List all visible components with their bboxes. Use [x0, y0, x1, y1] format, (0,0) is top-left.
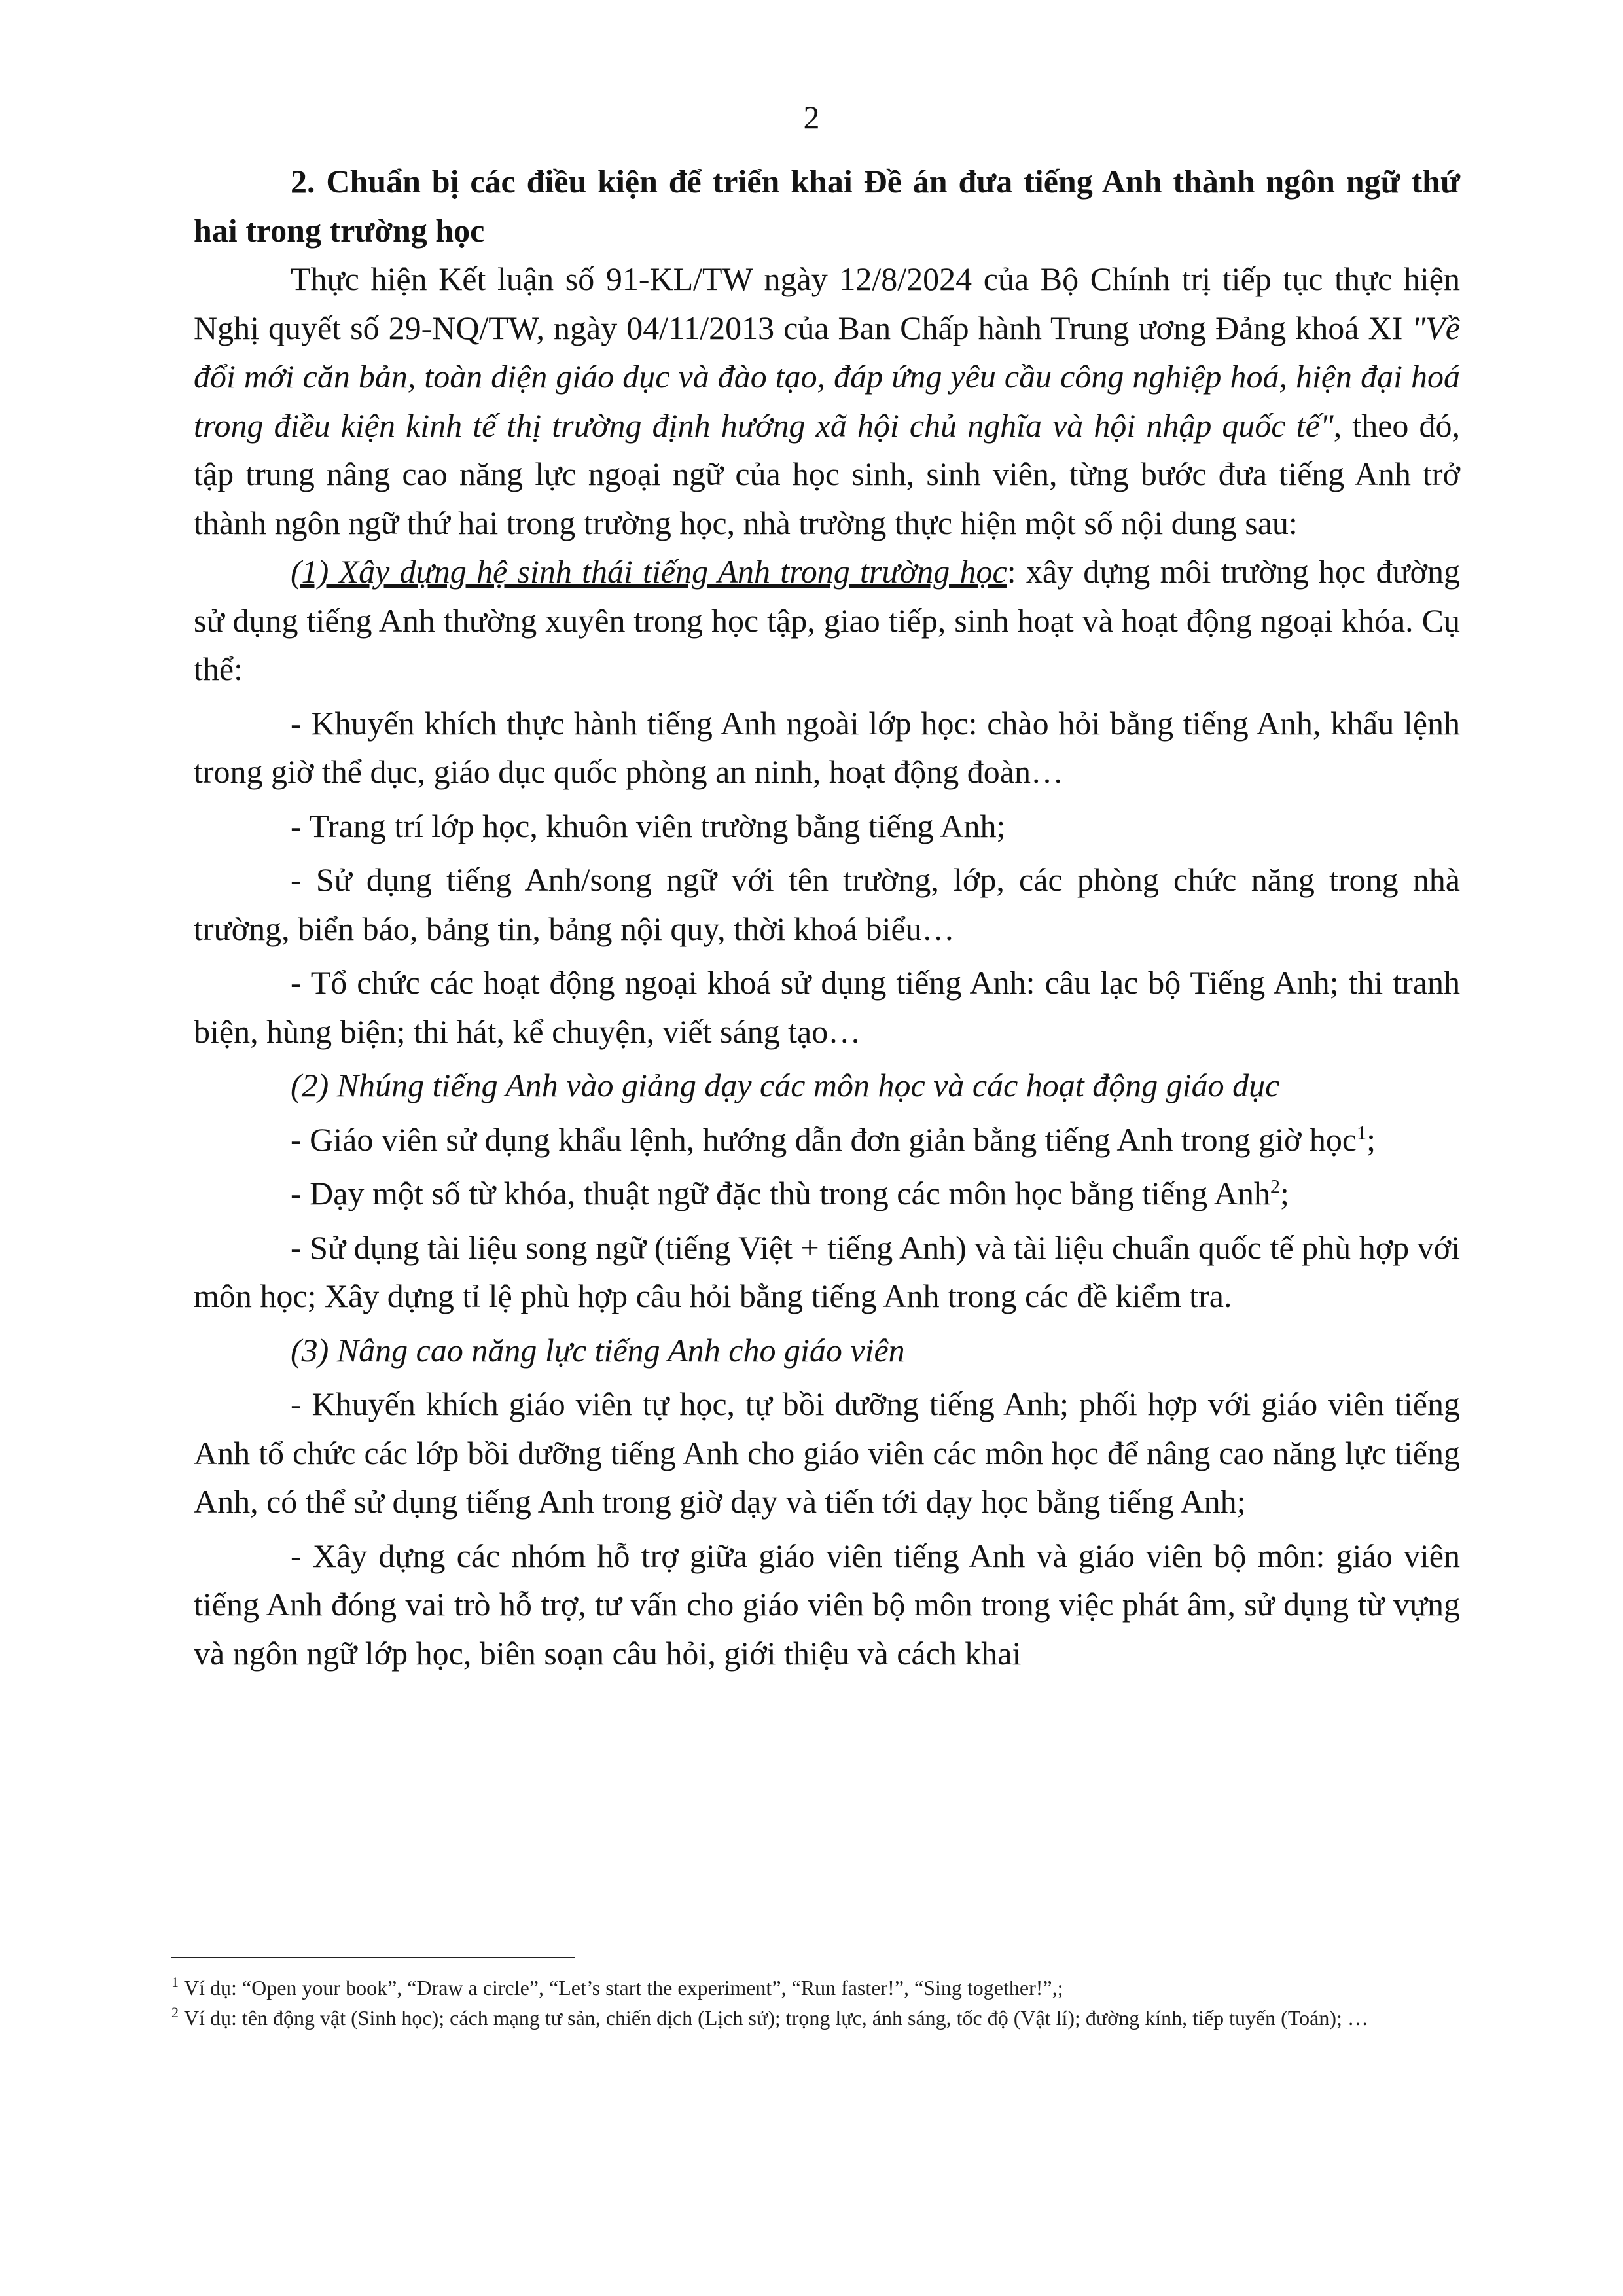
intro-paragraph: [194, 255, 1460, 547]
footnote-text: Ví dụ: tên động vật (Sinh học); cách mạng tư sản, chiến dịch (Lịch sử); trọng lực, ánh sáng, tốc độ (Vật lí); đường kính, tiếp tuyến (Toán); …: [184, 2006, 1368, 2030]
resolution-quote: "Về đổi mới căn bản, toàn diện giáo dục và đào tạo, đáp ứng yêu cầu công nghiệp hoá, hiện đại hoá trong điều kiện kinh tế thị trường định hướng xã hội chủ nghĩa và hội nhập quốc tế": [194, 309, 1460, 444]
intro-text-end: , theo đó, tập trung nâng cao năng lực ngoại ngữ của học sinh, sinh viên, từng bước đưa tiếng Anh trở thành ngôn ngữ thứ hai trong trường học, nhà trường thực hiện một số nội dung sau:: [194, 406, 1460, 541]
footnote-mark: 2: [171, 2004, 179, 2021]
section2-item: [194, 1115, 1460, 1164]
section2-item: [194, 1169, 1460, 1218]
footnote-2: [171, 2003, 1448, 2033]
footnote-mark: 1: [171, 1974, 179, 1991]
footnote-1: [171, 1973, 1448, 2003]
punctuation: ;: [1279, 1175, 1289, 1211]
section1-item: - Khuyến khích thực hành tiếng Anh ngoài lớp học: chào hỏi bằng tiếng Anh, khẩu lệnh trong giờ thể dục, giáo dục quốc phòng an ninh, hoạt động đoàn…: [194, 704, 1460, 790]
intro-text: Thực hiện Kết luận số 91-KL/TW ngày 12/8/2024 của Bộ Chính trị tiếp tục thực hiện Nghị quyết số 29-NQ/TW, ngày 04/11/2013 của Ban Chấp hành Trung ương Đảng khoá XI: [194, 260, 1460, 346]
punctuation: ;: [1366, 1121, 1376, 1158]
section3-item: - Khuyến khích giáo viên tự học, tự bồi dưỡng tiếng Anh; phối hợp với giáo viên tiếng Anh tổ chức các lớp bồi dưỡng tiếng Anh cho giáo viên các môn học để nâng cao năng lực tiếng Anh, có thể sử dụng tiếng Anh trong giờ dạy và tiến tới dạy học bằng tiếng Anh;: [194, 1386, 1460, 1520]
section1-item: - Sử dụng tiếng Anh/song ngữ với tên trường, lớp, các phòng chức năng trong nhà trường, biển báo, bảng tin, bảng nội quy, thời khoá biểu…: [194, 861, 1460, 947]
section2-title: (2) Nhúng tiếng Anh vào giảng dạy các môn học và các hoạt động giáo dục: [291, 1067, 1280, 1103]
section3-item: - Xây dựng các nhóm hỗ trợ giữa giáo viên tiếng Anh và giáo viên bộ môn: giáo viên tiếng Anh đóng vai trò hỗ trợ, tư vấn cho giáo viên bộ môn trong việc phát âm, sử dụng từ vựng và ngôn ngữ lớp học, biên soạn câu hỏi, giới thiệu và cách khai: [194, 1537, 1460, 1672]
footnotes: [171, 1973, 1448, 2033]
section2-item: - Sử dụng tài liệu song ngữ (tiếng Việt + tiếng Anh) và tài liệu chuẩn quốc tế phù hợp với môn học; Xây dựng tỉ lệ phù hợp câu hỏi bằng tiếng Anh trong các đề kiểm tra.: [194, 1229, 1460, 1314]
footnote-ref-2[interactable]: 2: [1270, 1175, 1280, 1198]
section1-item: - Trang trí lớp học, khuôn viên trường bằng tiếng Anh;: [291, 807, 1006, 844]
section3-title: (3) Nâng cao năng lực tiếng Anh cho giáo viên: [291, 1331, 905, 1369]
footnote-text: Ví dụ: “Open your book”, “Draw a circle”, “Let’s start the experiment”, “Run faster!”, “Sing together!”,;: [184, 1976, 1063, 2000]
footnote-divider: [171, 1957, 575, 1958]
page-number: 2: [803, 99, 820, 135]
section1-item: - Tổ chức các hoạt động ngoại khoá sử dụng tiếng Anh: câu lạc bộ Tiếng Anh; thi tranh biện, hùng biện; thi hát, kể chuyện, viết sáng tạo…: [194, 964, 1460, 1050]
footnote-ref-1[interactable]: 1: [1357, 1121, 1367, 1143]
document-body: [194, 157, 1460, 1677]
section2-item-text: - Giáo viên sử dụng khẩu lệnh, hướng dẫn đơn giản bằng tiếng Anh trong giờ học: [291, 1121, 1357, 1158]
section2-item-text: - Dạy một số từ khóa, thuật ngữ đặc thù trong các môn học bằng tiếng Anh: [291, 1175, 1270, 1211]
section1-text: : xây dựng môi trường học đường sử dụng tiếng Anh thường xuyên trong học tập, giao tiếp, sinh hoạt và hoạt động ngoại khóa. Cụ thể:: [194, 553, 1460, 687]
section1-title: (1) Xây dựng hệ sinh thái tiếng Anh trong trường học: [291, 553, 1007, 590]
section-heading: 2. Chuẩn bị các điều kiện để triển khai Đề án đưa tiếng Anh thành ngôn ngữ thứ hai trong trường học: [194, 163, 1460, 249]
section1-paragraph: [194, 547, 1460, 694]
